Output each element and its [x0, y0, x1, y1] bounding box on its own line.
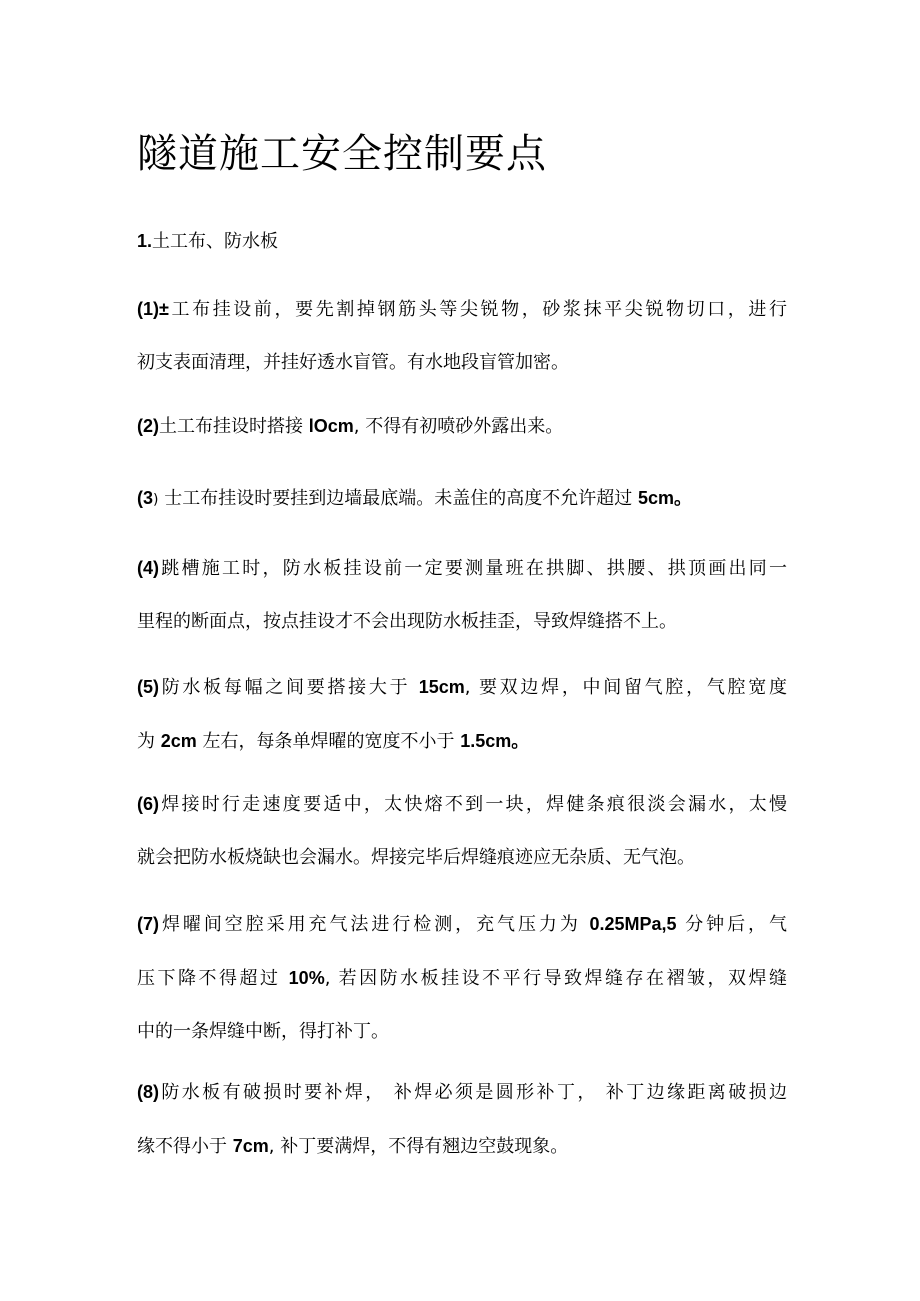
- item-6-text-1: 焊接时行走速度要适中，太快熔不到一块，焊健条痕很淡会漏水，太慢: [159, 794, 787, 815]
- item-7-line-1: [137, 897, 787, 951]
- list-item: [137, 541, 787, 649]
- item-4-text-2: 里程的断面点，按点挂设才不会出现防水板挂歪，导致焊缝搭不上。: [137, 611, 677, 632]
- item-8-text-c: , 补丁要满焊，不得有翘边空鼓现象。: [268, 1136, 569, 1157]
- item-number: (2): [137, 416, 159, 436]
- item-number: (3: [137, 488, 154, 508]
- list-item: [137, 1065, 787, 1173]
- item-8-line-2: [137, 1119, 787, 1173]
- item-3-value: 5cm。: [637, 488, 692, 508]
- item-3-line-1: [137, 471, 787, 525]
- item-8-text-a: 防水板有破损时要补焊， 补焊必须是圆形补丁， 补丁边缘距离破损边: [159, 1082, 787, 1103]
- item-5-text-b: , 要双边焊，中间留气腔，气腔宽度: [464, 677, 787, 698]
- section-label: 土工布、防水板: [152, 231, 279, 252]
- list-item: [137, 399, 787, 453]
- item-7-line-3: [137, 1005, 787, 1059]
- item-1-line-1: [137, 282, 787, 336]
- item-6-line-1: [137, 777, 787, 831]
- item-5-value-b: 2cm: [160, 731, 197, 751]
- section-number: 1.: [137, 231, 153, 251]
- item-1-symbol: ±: [159, 299, 169, 319]
- item-7-value-b: 10%: [288, 968, 325, 988]
- item-7-text-d: , 若因防水板挂设不平行导致焊缝存在褶皱，双焊缝: [324, 968, 787, 989]
- item-2-value: lOcm: [308, 416, 354, 436]
- item-2-line-1: [137, 399, 787, 453]
- item-4-text-1: 跳槽施工时，防水板挂设前一定要测量班在拱脚、拱腰、拱顶画出同一: [159, 558, 787, 579]
- item-6-line-2: [137, 831, 787, 885]
- list-item: [137, 660, 787, 768]
- list-item: [137, 777, 787, 885]
- list-item: [137, 897, 787, 1059]
- item-number: (8): [137, 1082, 159, 1102]
- item-number: (4): [137, 558, 159, 578]
- item-1-line-2: [137, 336, 787, 390]
- item-3-paren: ): [153, 492, 159, 508]
- item-2-text-b: , 不得有初喷砂外露出来。: [353, 416, 564, 437]
- item-8-line-1: [137, 1065, 787, 1119]
- item-7-value-a: 0.25MPa,5: [589, 914, 677, 934]
- item-number: (6): [137, 794, 159, 814]
- list-item: [137, 282, 787, 390]
- page-title: 隧道施工安全控制要点: [137, 131, 547, 177]
- item-1-text-2: 初支表面清理，并挂好透水盲管。有水地段盲管加密。: [137, 352, 569, 373]
- item-8-value: 7cm: [232, 1136, 269, 1156]
- item-7-text-b: 分钟后，气: [676, 914, 787, 935]
- item-1-text-1: 工布挂设前，要先割掉钢筋头等尖锐物，砂浆抹平尖锐物切口，进行: [168, 299, 787, 320]
- item-7-text-a: 焊曜间空腔采用充气法进行检测，充气压力为: [159, 914, 590, 935]
- item-4-line-1: [137, 541, 787, 595]
- section-heading: [137, 228, 278, 255]
- item-5-text-a: 防水板每幅之间要搭接大于: [159, 677, 419, 698]
- list-item: [137, 471, 787, 525]
- item-7-line-2: [137, 951, 787, 1005]
- item-4-line-2: [137, 595, 787, 649]
- item-7-text-e: 中的一条焊缝中断，得打补丁。: [137, 1021, 389, 1042]
- item-5-line-1: [137, 660, 787, 714]
- item-8-text-b: 缘不得小于: [137, 1136, 233, 1157]
- item-3-text: 士工布挂设时要挂到边墙最底端。未盖住的高度不允许超过: [158, 488, 638, 509]
- item-2-text-a: 土工布挂设时搭接: [159, 416, 309, 437]
- item-5-value-c: 1.5cm。: [460, 731, 530, 751]
- item-number: (7): [137, 914, 159, 934]
- item-5-line-2: [137, 714, 787, 768]
- item-5-value-a: 15cm: [418, 677, 465, 697]
- item-7-text-c: 压下降不得超过: [137, 968, 289, 989]
- item-number: (1): [137, 299, 159, 319]
- item-number: (5): [137, 677, 159, 697]
- item-6-text-2: 就会把防水板烧缺也会漏水。焊接完毕后焊缝痕迹应无杂质、无气泡。: [137, 847, 695, 868]
- item-5-text-c: 为: [137, 731, 161, 752]
- item-5-text-d: 左右，每条单焊曜的宽度不小于: [196, 731, 461, 752]
